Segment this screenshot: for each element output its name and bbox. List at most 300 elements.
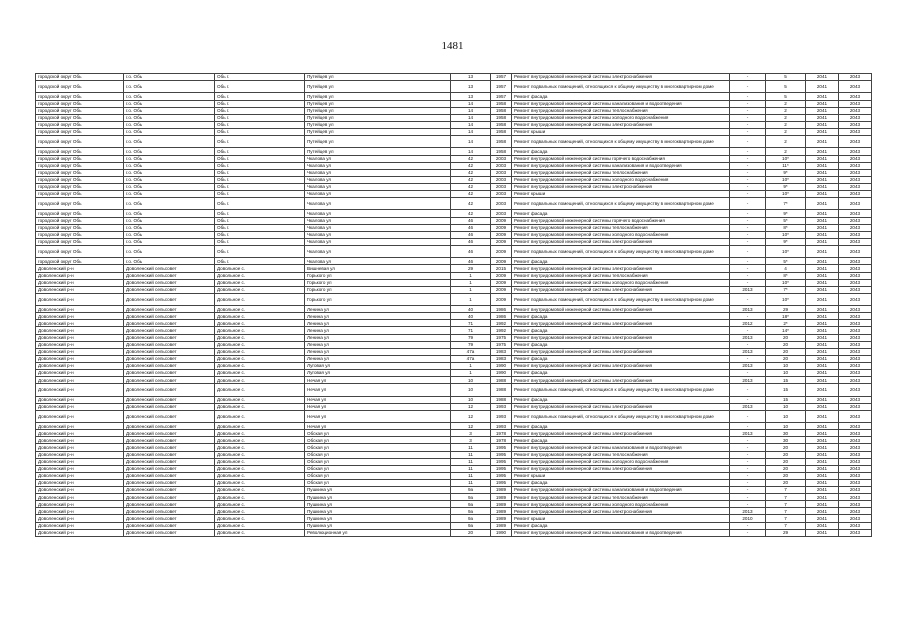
table-row [36, 169, 872, 176]
cell-house: 12 [451, 410, 491, 422]
cell-house: 12 [451, 423, 491, 430]
cell-wear: 20 [766, 334, 806, 341]
cell-year: 1957 [491, 74, 512, 81]
cell-year: 2009 [491, 258, 512, 265]
cell-plan-start: 2041 [806, 272, 839, 279]
table-row [36, 136, 872, 148]
cell-year: 1989 [491, 494, 512, 501]
cell-street: Обская ул [305, 472, 451, 479]
cell-locality: Довольное с. [215, 396, 305, 403]
cell-locality: Довольное с. [215, 501, 305, 508]
cell-plan-end: 2043 [839, 148, 872, 155]
cell-plan-start: 2041 [806, 444, 839, 451]
cell-house: 12 [451, 403, 491, 410]
cell-house: 11 [451, 444, 491, 451]
cell-year: 2003 [491, 183, 512, 190]
cell-district: городской округ Обь [36, 155, 124, 162]
cell-year: 1986 [491, 306, 512, 313]
cell-plan-start: 2041 [806, 279, 839, 286]
cell-year: 1983 [491, 355, 512, 362]
cell-year: 2003 [491, 210, 512, 217]
cell-street: Обская ул [305, 430, 451, 437]
cell-plan-end: 2043 [839, 128, 872, 135]
cell-plan-start: 2041 [806, 93, 839, 100]
cell-street: Обская ул [305, 479, 451, 486]
cell-plan-start: 2041 [806, 522, 839, 529]
cell-house: 1 [451, 293, 491, 305]
cell-plan-end: 2043 [839, 279, 872, 286]
cell-plan-start: 2041 [806, 306, 839, 313]
cell-year: 1958 [491, 121, 512, 128]
cell-last-repair-year: - [730, 444, 766, 451]
cell-work-type: Ремонт внутридомовой инженерной системы канализования и водоотведения [512, 529, 730, 536]
cell-locality: Довольное с. [215, 465, 305, 472]
cell-work-type: Ремонт фасада [512, 479, 730, 486]
cell-plan-end: 2043 [839, 458, 872, 465]
cell-district: Доволенский р-н [36, 341, 124, 348]
table-row [36, 265, 872, 272]
cell-year: 2003 [491, 176, 512, 183]
cell-year: 2003 [491, 198, 512, 210]
cell-street: Нечая ул [305, 377, 451, 384]
cell-house: 1 [451, 362, 491, 369]
cell-plan-start: 2041 [806, 334, 839, 341]
cell-locality: Довольное с. [215, 423, 305, 430]
cell-house: 9а [451, 522, 491, 529]
cell-house: 42 [451, 198, 491, 210]
table-row [36, 128, 872, 135]
cell-locality: Довольное с. [215, 494, 305, 501]
cell-settlement: г.о. Обь [124, 114, 215, 121]
cell-house: 9а [451, 487, 491, 494]
cell-district: Доволенский р-н [36, 396, 124, 403]
cell-year: 2003 [491, 162, 512, 169]
cell-year: 1992 [491, 327, 512, 334]
cell-work-type: Ремонт внутридомовой инженерной системы холодного водоснабжения [512, 176, 730, 183]
cell-house: 46 [451, 231, 491, 238]
table-row [36, 279, 872, 286]
cell-wear: 7 [766, 522, 806, 529]
cell-settlement: г.о. Обь [124, 183, 215, 190]
cell-street: Горького ул [305, 279, 451, 286]
cell-wear: 7 [766, 494, 806, 501]
table-row [36, 320, 872, 327]
cell-district: городской округ Обь [36, 198, 124, 210]
cell-plan-start: 2041 [806, 162, 839, 169]
cell-district: городской округ Обь [36, 224, 124, 231]
cell-last-repair-year: - [730, 191, 766, 198]
cell-last-repair-year: - [730, 370, 766, 377]
cell-work-type: Ремонт внутридомовой инженерной системы теплоснабжения [512, 107, 730, 114]
cell-year: 1993 [491, 410, 512, 422]
cell-work-type: Ремонт фасада [512, 148, 730, 155]
cell-year: 2003 [491, 191, 512, 198]
cell-street: Ленина ул [305, 348, 451, 355]
cell-work-type: Ремонт крыши [512, 472, 730, 479]
cell-locality: Довольное с. [215, 437, 305, 444]
table-row [36, 472, 872, 479]
cell-locality: Довольное с. [215, 444, 305, 451]
cell-work-type: Ремонт внутридомовой инженерной системы горячего водоснабжения [512, 155, 730, 162]
cell-plan-start: 2041 [806, 210, 839, 217]
cell-wear: 30 [766, 437, 806, 444]
cell-plan-end: 2043 [839, 341, 872, 348]
cell-district: Доволенский р-н [36, 430, 124, 437]
cell-last-repair-year: - [730, 355, 766, 362]
cell-wear: 2 [766, 136, 806, 148]
cell-street: Горького ул [305, 293, 451, 305]
cell-work-type: Ремонт крыши [512, 515, 730, 522]
cell-street: Нечая ул [305, 423, 451, 430]
cell-settlement: г.о. Обь [124, 162, 215, 169]
cell-district: Доволенский р-н [36, 458, 124, 465]
cell-locality: Обь г. [215, 210, 305, 217]
table-row [36, 286, 872, 293]
cell-plan-start: 2041 [806, 515, 839, 522]
cell-settlement: Доволенский сельсовет [124, 423, 215, 430]
cell-plan-start: 2041 [806, 258, 839, 265]
cell-street: Чкалова ул [305, 162, 451, 169]
cell-work-type: Ремонт внутридомовой инженерной системы электроснабжения [512, 183, 730, 190]
cell-work-type: Ремонт внутридомовой инженерной системы электроснабжения [512, 377, 730, 384]
cell-work-type: Ремонт фасада [512, 370, 730, 377]
cell-settlement: Доволенский сельсовет [124, 293, 215, 305]
cell-street: Путейцев ул [305, 114, 451, 121]
cell-plan-start: 2041 [806, 494, 839, 501]
table-row [36, 515, 872, 522]
cell-wear: 7* [766, 286, 806, 293]
cell-work-type: Ремонт внутридомовой инженерной системы канализования и водоотведения [512, 444, 730, 451]
cell-district: Доволенский р-н [36, 487, 124, 494]
cell-district: Доволенский р-н [36, 508, 124, 515]
table-row [36, 430, 872, 437]
cell-year: 1975 [491, 341, 512, 348]
cell-plan-start: 2041 [806, 355, 839, 362]
cell-street: Чкалова ул [305, 198, 451, 210]
cell-house: 11 [451, 479, 491, 486]
cell-street: Пушкина ул [305, 494, 451, 501]
cell-settlement: Доволенский сельсовет [124, 272, 215, 279]
cell-wear: 10 [766, 410, 806, 422]
cell-locality: Обь г. [215, 136, 305, 148]
cell-district: городской округ Обь [36, 100, 124, 107]
table-row [36, 224, 872, 231]
cell-plan-end: 2043 [839, 487, 872, 494]
cell-locality: Довольное с. [215, 410, 305, 422]
cell-year: 1958 [491, 114, 512, 121]
cell-year: 1989 [491, 522, 512, 529]
cell-settlement: г.о. Обь [124, 169, 215, 176]
cell-settlement: г.о. Обь [124, 231, 215, 238]
cell-last-repair-year: - [730, 410, 766, 422]
table-row [36, 444, 872, 451]
cell-wear: 20 [766, 355, 806, 362]
cell-locality: Обь г. [215, 245, 305, 257]
cell-district: Доволенский р-н [36, 410, 124, 422]
cell-work-type: Ремонт внутридомовой инженерной системы теплоснабжения [512, 494, 730, 501]
cell-year: 1986 [491, 313, 512, 320]
cell-wear: 7 [766, 515, 806, 522]
cell-settlement: г.о. Обь [124, 100, 215, 107]
cell-last-repair-year: - [730, 396, 766, 403]
cell-plan-start: 2041 [806, 81, 839, 93]
cell-settlement: г.о. Обь [124, 155, 215, 162]
cell-plan-end: 2043 [839, 355, 872, 362]
cell-district: городской округ Обь [36, 217, 124, 224]
cell-district: Доволенский р-н [36, 355, 124, 362]
cell-settlement: Доволенский сельсовет [124, 327, 215, 334]
cell-plan-end: 2043 [839, 81, 872, 93]
cell-plan-start: 2041 [806, 224, 839, 231]
cell-plan-start: 2041 [806, 377, 839, 384]
cell-district: Доволенский р-н [36, 327, 124, 334]
cell-settlement: Доволенский сельсовет [124, 508, 215, 515]
cell-last-repair-year: - [730, 522, 766, 529]
cell-wear: 2 [766, 121, 806, 128]
cell-work-type: Ремонт внутридомовой инженерной системы электроснабжения [512, 348, 730, 355]
cell-last-repair-year: 2013 [730, 362, 766, 369]
cell-street: Чкалова ул [305, 183, 451, 190]
cell-wear: 10 [766, 362, 806, 369]
cell-district: Доволенский р-н [36, 370, 124, 377]
table-row [36, 81, 872, 93]
cell-last-repair-year: - [730, 183, 766, 190]
cell-plan-start: 2041 [806, 74, 839, 81]
cell-locality: Обь г. [215, 217, 305, 224]
cell-district: Доволенский р-н [36, 522, 124, 529]
cell-locality: Обь г. [215, 114, 305, 121]
cell-work-type: Ремонт крыши [512, 191, 730, 198]
cell-wear: 9* [766, 238, 806, 245]
cell-settlement: Доволенский сельсовет [124, 451, 215, 458]
cell-settlement: Доволенский сельсовет [124, 286, 215, 293]
cell-year: 1995 [491, 465, 512, 472]
cell-settlement: Доволенский сельсовет [124, 362, 215, 369]
cell-last-repair-year: - [730, 529, 766, 536]
cell-plan-start: 2041 [806, 403, 839, 410]
cell-district: Доволенский р-н [36, 293, 124, 305]
cell-locality: Довольное с. [215, 458, 305, 465]
cell-plan-end: 2043 [839, 410, 872, 422]
cell-year: 1995 [491, 451, 512, 458]
cell-street: Пушкина ул [305, 515, 451, 522]
cell-wear: 5 [766, 74, 806, 81]
cell-street: Путейцев ул [305, 107, 451, 114]
cell-plan-end: 2043 [839, 121, 872, 128]
cell-year: 1989 [491, 487, 512, 494]
cell-locality: Обь г. [215, 128, 305, 135]
cell-plan-end: 2043 [839, 403, 872, 410]
cell-district: городской округ Обь [36, 238, 124, 245]
cell-plan-start: 2041 [806, 107, 839, 114]
cell-work-type: Ремонт внутридомовой инженерной системы теплоснабжения [512, 272, 730, 279]
cell-plan-end: 2043 [839, 327, 872, 334]
cell-plan-start: 2041 [806, 121, 839, 128]
cell-wear: 2* [766, 320, 806, 327]
cell-settlement: Доволенский сельсовет [124, 313, 215, 320]
cell-plan-end: 2043 [839, 508, 872, 515]
cell-house: 40 [451, 306, 491, 313]
table-row [36, 355, 872, 362]
cell-street: Чкалова ул [305, 176, 451, 183]
cell-street: Чкалова ул [305, 217, 451, 224]
cell-last-repair-year: - [730, 162, 766, 169]
cell-district: городской округ Обь [36, 210, 124, 217]
cell-wear: 2 [766, 100, 806, 107]
cell-last-repair-year: - [730, 231, 766, 238]
cell-year: 1978 [491, 430, 512, 437]
cell-year: 2009 [491, 286, 512, 293]
cell-last-repair-year: - [730, 217, 766, 224]
table-body [36, 74, 872, 537]
cell-plan-end: 2043 [839, 377, 872, 384]
cell-street: Путейцев ул [305, 93, 451, 100]
cell-work-type: Ремонт внутридомовой инженерной системы холодного водоснабжения [512, 501, 730, 508]
cell-settlement: г.о. Обь [124, 107, 215, 114]
cell-settlement: г.о. Обь [124, 224, 215, 231]
cell-year: 1958 [491, 148, 512, 155]
cell-year: 2003 [491, 169, 512, 176]
table-row [36, 198, 872, 210]
cell-last-repair-year: - [730, 176, 766, 183]
table-row [36, 494, 872, 501]
cell-locality: Обь г. [215, 224, 305, 231]
cell-locality: Довольное с. [215, 313, 305, 320]
cell-house: 1 [451, 286, 491, 293]
cell-wear: 9* [766, 169, 806, 176]
cell-work-type: Ремонт фасада [512, 327, 730, 334]
cell-settlement: г.о. Обь [124, 128, 215, 135]
cell-locality: Обь г. [215, 198, 305, 210]
cell-wear: 10* [766, 176, 806, 183]
cell-wear: 5 [766, 81, 806, 93]
cell-settlement: Доволенский сельсовет [124, 479, 215, 486]
cell-wear: 15 [766, 396, 806, 403]
cell-house: 13 [451, 74, 491, 81]
cell-plan-end: 2043 [839, 272, 872, 279]
cell-plan-start: 2041 [806, 423, 839, 430]
cell-settlement: г.о. Обь [124, 217, 215, 224]
cell-last-repair-year: - [730, 210, 766, 217]
cell-plan-start: 2041 [806, 362, 839, 369]
cell-wear: 10* [766, 155, 806, 162]
cell-district: городской округ Обь [36, 169, 124, 176]
cell-house: 10 [451, 384, 491, 396]
table-row [36, 501, 872, 508]
table-row [36, 238, 872, 245]
table-row [36, 327, 872, 334]
table-row [36, 245, 872, 257]
cell-plan-end: 2043 [839, 430, 872, 437]
cell-plan-start: 2041 [806, 501, 839, 508]
cell-year: 1975 [491, 334, 512, 341]
cell-year: 2009 [491, 279, 512, 286]
cell-settlement: Доволенский сельсовет [124, 529, 215, 536]
cell-locality: Довольное с. [215, 529, 305, 536]
cell-last-repair-year: - [730, 155, 766, 162]
cell-house: 42 [451, 176, 491, 183]
cell-settlement: Доволенский сельсовет [124, 437, 215, 444]
cell-house: 42 [451, 155, 491, 162]
cell-plan-end: 2043 [839, 231, 872, 238]
cell-wear: 20 [766, 472, 806, 479]
cell-wear: 7 [766, 501, 806, 508]
cell-street: Обская ул [305, 444, 451, 451]
cell-wear: 18* [766, 313, 806, 320]
cell-locality: Обь г. [215, 191, 305, 198]
cell-settlement: г.о. Обь [124, 121, 215, 128]
cell-plan-end: 2043 [839, 286, 872, 293]
cell-street: Чкалова ул [305, 210, 451, 217]
cell-house: 71 [451, 320, 491, 327]
cell-locality: Довольное с. [215, 472, 305, 479]
table-row [36, 451, 872, 458]
cell-last-repair-year: 2013 [730, 306, 766, 313]
cell-locality: Довольное с. [215, 355, 305, 362]
cell-work-type: Ремонт фасада [512, 522, 730, 529]
cell-plan-start: 2041 [806, 183, 839, 190]
cell-street: Ленина ул [305, 341, 451, 348]
cell-district: Доволенский р-н [36, 384, 124, 396]
cell-plan-start: 2041 [806, 370, 839, 377]
cell-plan-start: 2041 [806, 265, 839, 272]
cell-district: Доволенский р-н [36, 320, 124, 327]
cell-plan-end: 2043 [839, 334, 872, 341]
cell-plan-end: 2043 [839, 515, 872, 522]
cell-settlement: г.о. Обь [124, 93, 215, 100]
cell-wear: 8* [766, 272, 806, 279]
table-row [36, 176, 872, 183]
cell-last-repair-year: - [730, 458, 766, 465]
cell-wear: 14* [766, 327, 806, 334]
cell-wear: 15 [766, 384, 806, 396]
cell-work-type: Ремонт внутридомовой инженерной системы теплоснабжения [512, 169, 730, 176]
cell-year: 1958 [491, 107, 512, 114]
cell-plan-end: 2043 [839, 313, 872, 320]
cell-district: Доволенский р-н [36, 494, 124, 501]
cell-year: 2009 [491, 238, 512, 245]
cell-house: 10 [451, 396, 491, 403]
cell-plan-end: 2043 [839, 176, 872, 183]
cell-settlement: г.о. Обь [124, 74, 215, 81]
cell-wear: 7 [766, 508, 806, 515]
cell-district: Доволенский р-н [36, 465, 124, 472]
cell-house: 1 [451, 279, 491, 286]
cell-plan-end: 2043 [839, 293, 872, 305]
cell-year: 1990 [491, 370, 512, 377]
cell-settlement: Доволенский сельсовет [124, 348, 215, 355]
cell-street: Чкалова ул [305, 238, 451, 245]
cell-street: Путейцев ул [305, 148, 451, 155]
cell-plan-end: 2043 [839, 362, 872, 369]
cell-wear: 29 [766, 529, 806, 536]
cell-house: 47а [451, 348, 491, 355]
cell-work-type: Ремонт внутридомовой инженерной системы электроснабжения [512, 121, 730, 128]
table-row [36, 272, 872, 279]
cell-last-repair-year: - [730, 238, 766, 245]
cell-year: 1995 [491, 479, 512, 486]
cell-locality: Довольное с. [215, 515, 305, 522]
table-row [36, 370, 872, 377]
cell-year: 1978 [491, 437, 512, 444]
cell-locality: Довольное с. [215, 272, 305, 279]
cell-plan-end: 2043 [839, 74, 872, 81]
cell-plan-start: 2041 [806, 327, 839, 334]
cell-year: 1958 [491, 128, 512, 135]
cell-plan-start: 2041 [806, 176, 839, 183]
cell-plan-start: 2041 [806, 508, 839, 515]
cell-last-repair-year: 2013 [730, 430, 766, 437]
